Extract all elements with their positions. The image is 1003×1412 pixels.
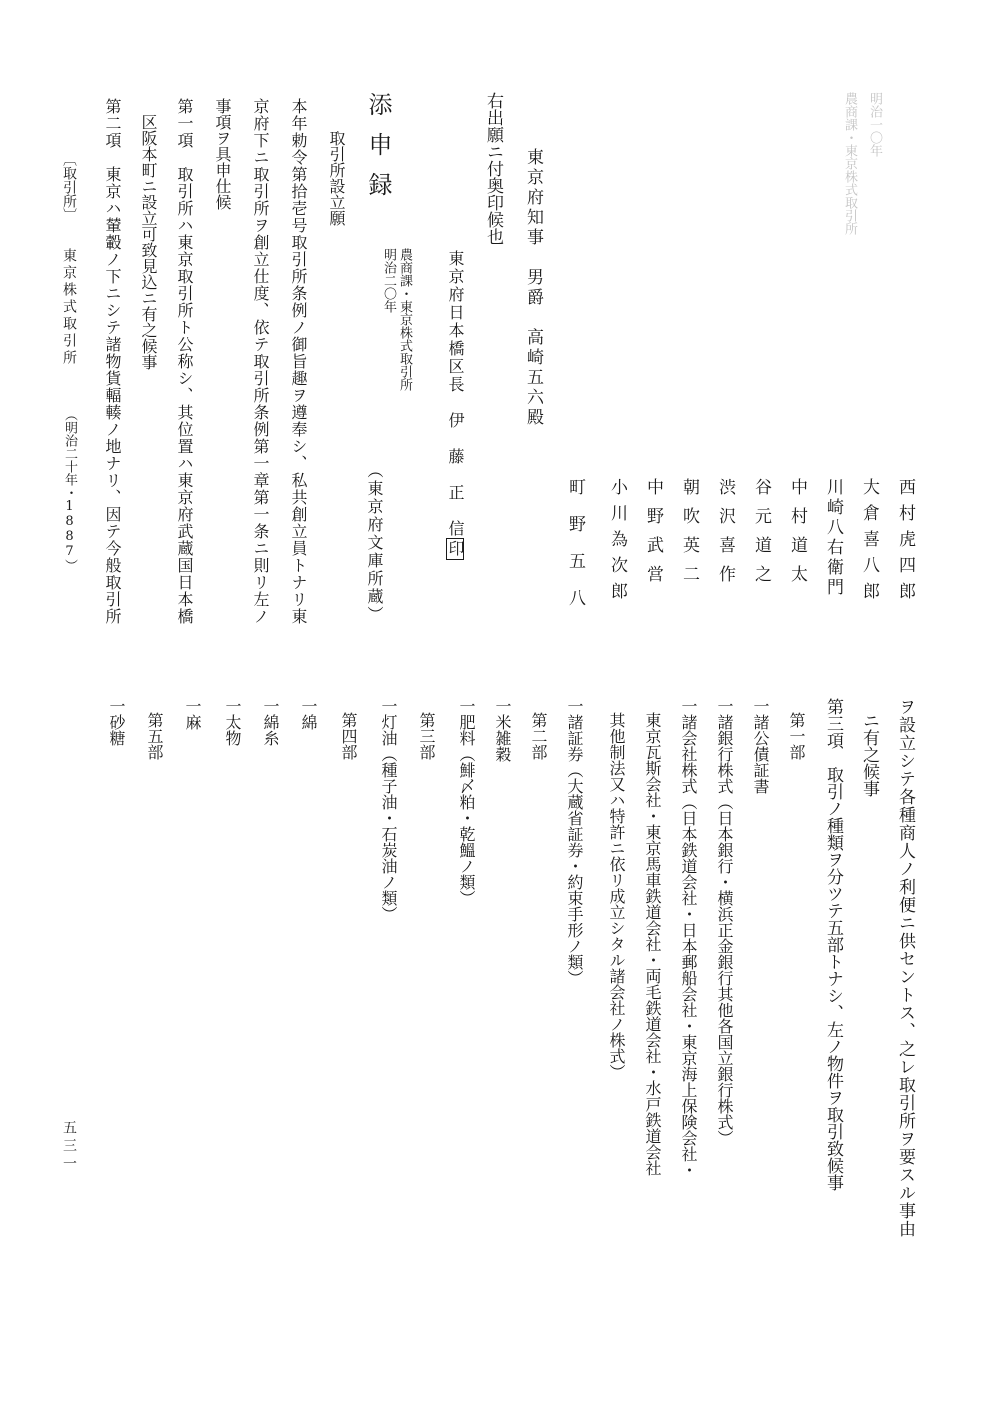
founder-name: 中野武営 bbox=[643, 478, 663, 594]
addressee: 東京府知事 男爵 高崎五六殿 bbox=[523, 148, 543, 428]
section-heading: 第二部 bbox=[529, 712, 548, 760]
source-meta-origin: 農商課・東京株式取引所 bbox=[397, 248, 412, 391]
founder-name: 中村道太 bbox=[787, 478, 807, 594]
list-item: 其他制法又ハ特許ニ依リ成立シタル諸会社ノ株式） bbox=[607, 712, 626, 1080]
body-line: 第二項 東京ハ輦轂ノ下ニシテ諸物貨輻輳ノ地ナリ、因テ今般取引所 bbox=[103, 98, 122, 625]
list-item: 一灯油（種子油・石炭油ノ類） bbox=[379, 698, 398, 922]
founder-name: 朝吹英二 bbox=[679, 478, 699, 594]
body-line: 京府下ニ取引所ヲ創立仕度、依テ取引所条例第一章第一条ニ則リ左ノ bbox=[251, 98, 270, 625]
body-line: 区阪本町ニ設立可致見込ニ有之候事 bbox=[139, 114, 158, 370]
body-line: 第一項 取引所ハ東京取引所ト公称シ、其位置ハ東京府武蔵国日本橋 bbox=[175, 98, 194, 625]
footer-date: （明治二十年・1887） bbox=[62, 408, 77, 572]
section-heading: 第一部 bbox=[787, 712, 806, 760]
page-number: 五三一 bbox=[61, 1120, 77, 1174]
list-item: 一綿 bbox=[299, 698, 318, 730]
founder-name: 小川為次郎 bbox=[607, 478, 627, 608]
founder-name: 町野五八 bbox=[565, 478, 585, 626]
section-heading: 第四部 bbox=[339, 712, 358, 760]
bleed-text-1: 明治一〇年 bbox=[867, 92, 882, 157]
ward-head-signature bbox=[446, 250, 464, 560]
petition-title: 取引所設立願 bbox=[327, 130, 346, 226]
list-item: 一麻 bbox=[183, 698, 202, 730]
ward-head-name: 東京府日本橋区長 伊 藤 正 信 bbox=[446, 250, 465, 538]
document-title: 添申録 bbox=[364, 92, 392, 212]
body-line: 事項ヲ具申仕候 bbox=[213, 98, 232, 210]
list-item: 一綿糸 bbox=[261, 698, 280, 746]
bleed-text-2: 農商課・東京株式取引所 bbox=[842, 92, 857, 235]
section-heading: 第三部 bbox=[417, 712, 436, 760]
list-item: 一諸公債証書 bbox=[751, 698, 770, 794]
section-heading: 第五部 bbox=[145, 712, 164, 760]
list-item: 一米雑穀 bbox=[493, 698, 512, 762]
endorsement: 右出願ニ付奥印候也 bbox=[483, 92, 503, 245]
founder-name: 谷元道之 bbox=[751, 478, 771, 594]
seal-stamp: 印 bbox=[446, 540, 465, 558]
archive-note: （東京府文庫所蔵） bbox=[365, 462, 384, 624]
list-item: 一諸証券（大蔵省証券・約束手形ノ類） bbox=[565, 698, 584, 986]
list-item: 一肥料（鯡〆粕・乾鰮ノ類） bbox=[457, 698, 476, 906]
founder-name: 渋沢喜作 bbox=[715, 478, 735, 594]
body-line: 第三項 取引ノ種類ヲ分ツテ五部トナシ、左ノ物件ヲ取引致候事 bbox=[823, 698, 843, 1191]
founder-name: 西村虎四郎 bbox=[895, 478, 915, 608]
list-item: 東京瓦斯会社・東京馬車鉄道会社・両毛鉄道会社・水戸鉄道会社 bbox=[643, 712, 662, 1176]
source-meta-year: 明治二〇年 bbox=[381, 248, 396, 313]
body-line: ヲ設立シテ各種商人ノ利便ニ供セントス、之レ取引所ヲ要スル事由 bbox=[895, 698, 915, 1238]
founder-name: 川崎八右衛門 bbox=[823, 478, 843, 598]
list-item: 一太物 bbox=[223, 698, 242, 746]
list-item: 一諸銀行株式（日本銀行・横浜正金銀行其他各国立銀行株式） bbox=[715, 698, 734, 1146]
list-item: 一諸会社株式（日本鉄道会社・日本郵船会社・東京海上保険会社・ bbox=[679, 698, 698, 1178]
body-line: ニ有之候事 bbox=[859, 712, 879, 797]
list-item: 一砂糖 bbox=[107, 698, 126, 746]
footer-category: 〔取引所〕 bbox=[61, 152, 77, 222]
body-line: 本年勅令第拾壱号取引所条例ノ御旨趣ヲ遵奉シ、私共創立員トナリ東 bbox=[289, 98, 308, 625]
footer-source: 東京株式取引所 bbox=[61, 248, 77, 367]
founder-name: 大倉喜八郎 bbox=[859, 478, 879, 608]
